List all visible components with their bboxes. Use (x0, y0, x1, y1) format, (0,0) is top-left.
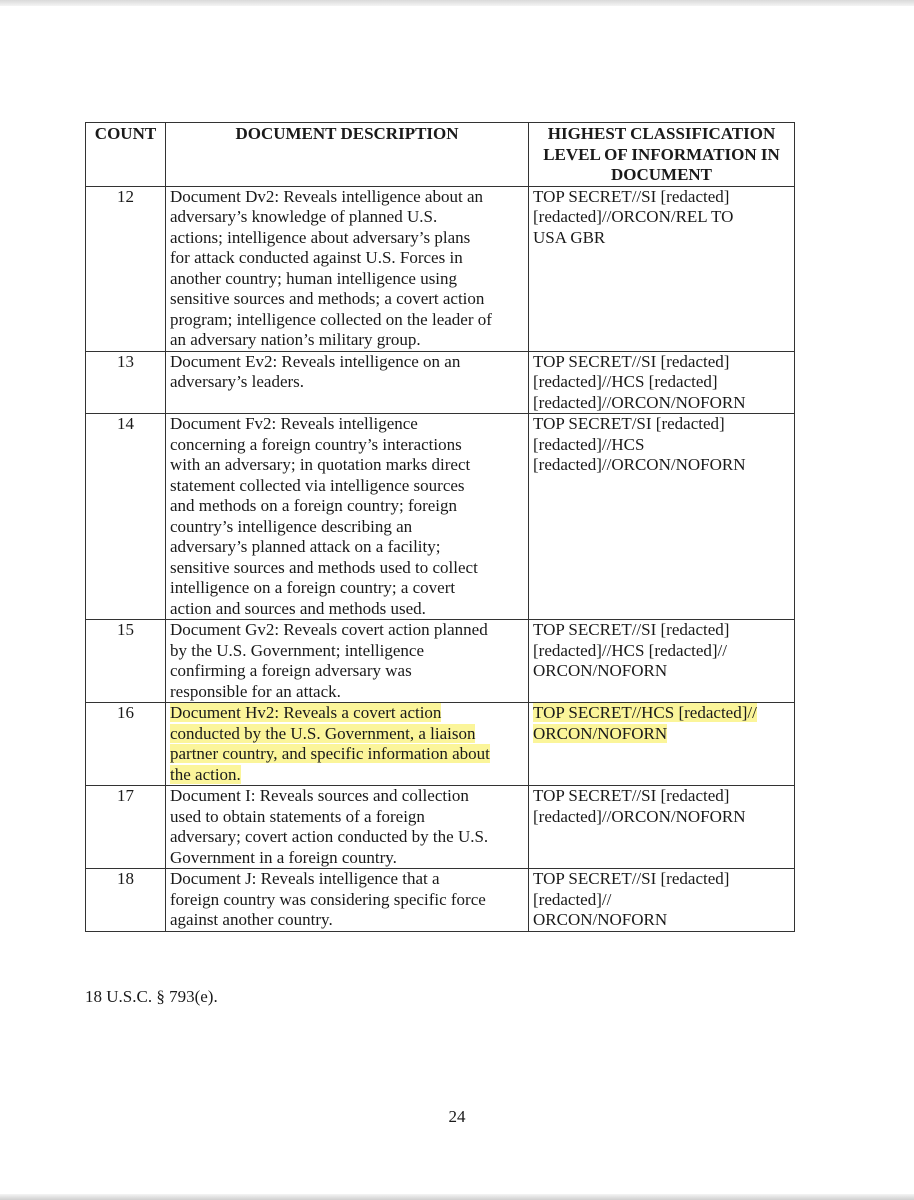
counts-table (85, 122, 795, 932)
statute-citation: 18 U.S.C. § 793(e). (85, 987, 218, 1006)
header-classification-line: LEVEL OF INFORMATION IN (543, 144, 780, 164)
classification-line: [redacted]//HCS (533, 434, 645, 454)
highlighted-text: conducted by the U.S. Government, a liaison (170, 723, 476, 743)
classification-line: TOP SECRET//SI [redacted] (533, 620, 730, 639)
description-line: and methods on a foreign country; foreign (170, 496, 458, 515)
page-number: 24 (448, 1107, 466, 1126)
header-count: COUNT (86, 123, 166, 187)
description-line: Government in a foreign country. (170, 847, 397, 867)
classification-line: ORCON/NOFORN (533, 661, 668, 680)
classification-line: TOP SECRET//SI [redacted] (533, 186, 730, 206)
description-line: responsible for an attack. (170, 681, 341, 701)
classification-line: [redacted]//ORCON/NOFORN (533, 455, 746, 474)
description-line: program; intelligence collected on the leader of (170, 309, 492, 329)
highlighted-text: the action. (170, 764, 241, 784)
description-line: confirming a foreign adversary was (170, 661, 412, 680)
classification-cell (529, 186, 795, 351)
classification-line: TOP SECRET//SI [redacted] (533, 869, 730, 888)
count-cell: 17 (86, 786, 166, 869)
description-line (170, 703, 524, 724)
description-line: by the U.S. Government; intelligence (170, 640, 424, 660)
description-line: concerning a foreign country’s interactions (170, 434, 462, 454)
table-header-row (86, 123, 795, 187)
highlighted-text: ORCON/NOFORN (533, 723, 668, 743)
header-classification-line: HIGHEST CLASSIFICATION (547, 124, 776, 143)
table-row (86, 186, 795, 351)
description-line: sensitive sources and methods; a covert action (170, 289, 485, 308)
classification-line: TOP SECRET/SI [redacted] (533, 414, 725, 433)
count-cell: 14 (86, 414, 166, 620)
classification-line: [redacted]//ORCON/REL TO (533, 207, 734, 226)
classification-cell (529, 869, 795, 932)
description-line (170, 724, 524, 745)
description-cell (166, 186, 529, 351)
highlighted-text: TOP SECRET//HCS [redacted]// (533, 703, 757, 722)
header-description: DOCUMENT DESCRIPTION (166, 123, 529, 187)
table-row (86, 620, 795, 703)
header-classification-line: DOCUMENT (610, 165, 713, 184)
description-line: country’s intelligence describing an (170, 516, 413, 536)
description-line: for attack conducted against U.S. Forces in (170, 248, 463, 267)
description-cell (166, 703, 529, 786)
table-row (86, 869, 795, 932)
description-line: adversary’s knowledge of planned U.S. (170, 207, 438, 226)
classification-line: USA GBR (533, 227, 606, 247)
classification-cell (529, 703, 795, 786)
description-line: intelligence on a foreign country; a covert (170, 578, 456, 597)
description-line: foreign country was considering specific force (170, 889, 486, 909)
description-cell (166, 786, 529, 869)
table-body (86, 186, 795, 931)
count-cell: 18 (86, 869, 166, 932)
table-row (86, 703, 795, 786)
classification-cell (529, 414, 795, 620)
description-line: Document Dv2: Reveals intelligence about an (170, 186, 483, 206)
description-line: adversary; covert action conducted by the U.S. (170, 827, 489, 846)
highlighted-text: partner country, and specific information about (170, 744, 490, 763)
count-cell: 16 (86, 703, 166, 786)
description-line (170, 744, 524, 765)
count-cell: 13 (86, 351, 166, 414)
description-line: with an adversary; in quotation marks direct (170, 455, 471, 474)
description-cell (166, 351, 529, 414)
description-line: an adversary nation’s military group. (170, 330, 421, 349)
description-line: Document J: Reveals intelligence that a (170, 869, 440, 888)
description-line: adversary’s leaders. (170, 372, 305, 391)
table-row (86, 414, 795, 620)
description-line: sensitive sources and methods used to collect (170, 557, 478, 577)
classification-line: [redacted]// (533, 889, 612, 909)
description-cell (166, 414, 529, 620)
table-row (86, 351, 795, 414)
classification-line: [redacted]//ORCON/NOFORN (533, 392, 746, 412)
classification-line: [redacted]//ORCON/NOFORN (533, 806, 746, 826)
table-row (86, 786, 795, 869)
description-line: actions; intelligence about adversary’s plans (170, 227, 471, 247)
classification-line: ORCON/NOFORN (533, 910, 668, 929)
classification-line: TOP SECRET//SI [redacted] (533, 786, 730, 805)
description-line: Document Ev2: Reveals intelligence on an (170, 351, 461, 371)
description-line: adversary’s planned attack on a facility; (170, 537, 441, 556)
description-line: used to obtain statements of a foreign (170, 806, 425, 826)
classification-line: TOP SECRET//SI [redacted] (533, 351, 730, 371)
count-cell: 12 (86, 186, 166, 351)
description-line: against another country. (170, 910, 333, 929)
classification-line: [redacted]//HCS [redacted] (533, 372, 718, 391)
description-line: another country; human intelligence using (170, 268, 458, 288)
count-cell: 15 (86, 620, 166, 703)
classification-cell (529, 786, 795, 869)
classification-line (533, 724, 790, 745)
classification-cell (529, 620, 795, 703)
classification-line: [redacted]//HCS [redacted]// (533, 640, 727, 660)
scan-bottom-edge (0, 1194, 914, 1200)
scan-top-edge (0, 0, 914, 6)
description-line (170, 765, 524, 786)
classification-line (533, 703, 790, 724)
description-cell (166, 869, 529, 932)
description-line: Document Gv2: Reveals covert action planned (170, 620, 488, 639)
classification-cell (529, 351, 795, 414)
description-cell (166, 620, 529, 703)
description-line: Document I: Reveals sources and collection (170, 786, 469, 805)
highlighted-text: Document Hv2: Reveals a covert action (170, 703, 442, 722)
description-line: Document Fv2: Reveals intelligence (170, 414, 418, 433)
header-classification (529, 123, 795, 187)
description-line: action and sources and methods used. (170, 598, 426, 618)
description-line: statement collected via intelligence sources (170, 475, 465, 495)
